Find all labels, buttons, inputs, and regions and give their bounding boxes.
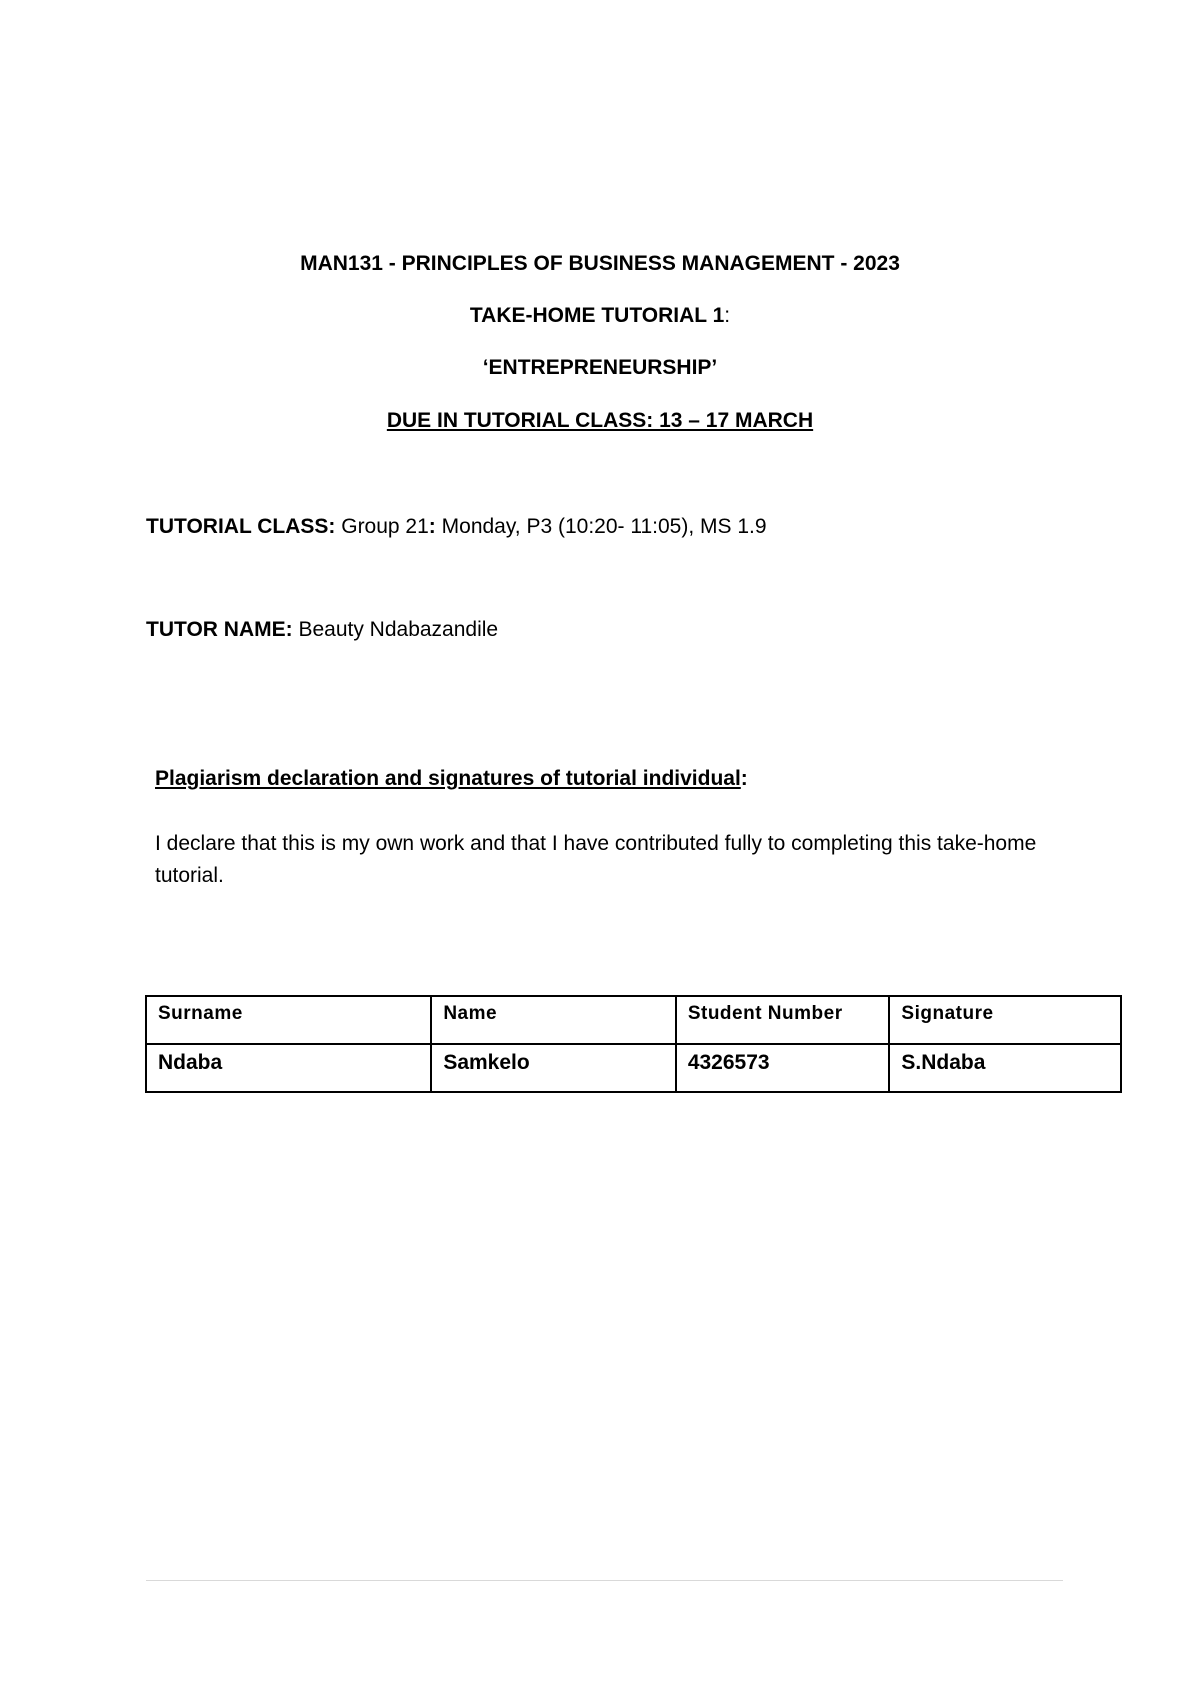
table-header-row [146, 996, 1121, 1044]
tutorial-schedule: Monday, P3 (10:20- 11:05), MS 1.9 [441, 515, 767, 538]
tutorial-class-line [146, 514, 767, 540]
signature-table [145, 995, 1122, 1093]
tutorial-title-colon: : [724, 304, 731, 327]
declaration-heading [155, 766, 748, 792]
course-title-text: MAN131 - PRINCIPLES OF BUSINESS MANAGEMENT - 2023 [300, 252, 900, 275]
header-surname: Surname [146, 996, 431, 1044]
tutorial-group: Group 21 [341, 515, 429, 538]
header-signature: Signature [889, 996, 1121, 1044]
tutorial-class-label: TUTORIAL CLASS: [146, 515, 336, 538]
table-row [146, 1044, 1121, 1092]
cell-surname: Ndaba [146, 1044, 431, 1092]
tutorial-title [0, 303, 1200, 329]
cell-signature: S.Ndaba [889, 1044, 1121, 1092]
header-name: Name [431, 996, 675, 1044]
due-date-line [0, 408, 1200, 434]
tutorial-group-colon: : [428, 515, 436, 538]
tutorial-title-text: TAKE-HOME TUTORIAL 1 [469, 304, 725, 327]
course-title [0, 251, 1200, 277]
tutorial-topic [0, 355, 1200, 381]
tutor-name: Beauty Ndabazandile [298, 618, 499, 641]
cell-student-number: 4326573 [676, 1044, 890, 1092]
declaration-heading-colon: : [740, 767, 748, 790]
footer-divider [146, 1580, 1063, 1581]
tutor-name-label: TUTOR NAME: [146, 618, 293, 641]
due-date-text: DUE IN TUTORIAL CLASS: 13 – 17 MARCH [386, 409, 814, 432]
declaration-heading-text: Plagiarism declaration and signatures of tutorial individual [155, 767, 741, 790]
declaration-text: I declare that this is my own work and that I have contributed fully to completing this take-home tutorial. [155, 832, 1037, 887]
cell-name: Samkelo [431, 1044, 675, 1092]
header-student-number: Student Number [676, 996, 890, 1044]
tutorial-topic-text: ‘ENTREPRENEURSHIP’ [482, 356, 718, 379]
tutor-name-line [146, 617, 498, 643]
